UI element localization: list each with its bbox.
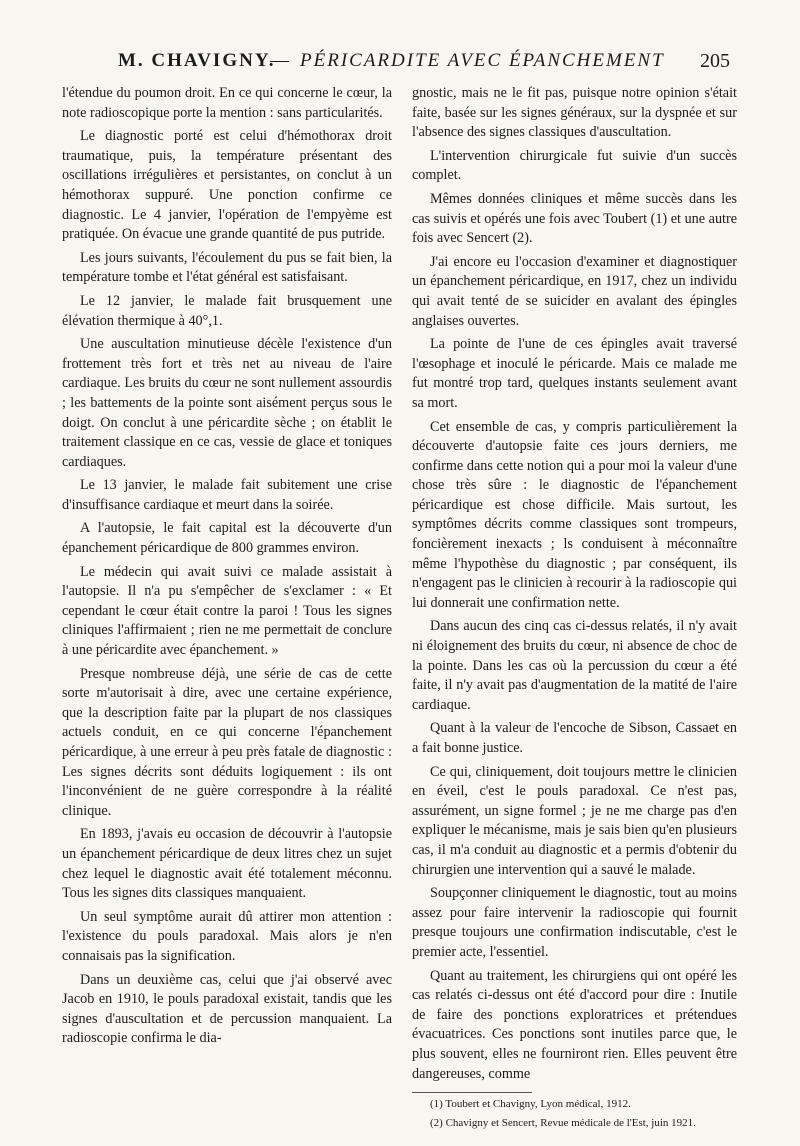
paragraph: Soupçonner cliniquement le diagnostic, tout au moins assez pour faire intervenir la radioscopie qui fournit presque toujours une confirmation indiscutable, c'est le premier acte, l'essentiel. xyxy=(412,885,737,960)
paragraph: Dans aucun des cinq cas ci-dessus relatés, il n'y avait ni éloignement des bruits du cœur, ni absence de choc de la pointe. Dans les cas où la percussion du cœur a été faite, il n'y avait pas d'augmentation de la matité de l'aire cardiaque. xyxy=(412,618,737,713)
paragraph: Mêmes données cliniques et même succès dans les cas suivis et opérés une fois avec Toubert (1) et une autre fois avec Sencert (2). xyxy=(412,190,737,247)
footnote: (2) Chavigny et Sencert, Revue médicale de l'Est, juin 1921. xyxy=(430,1117,696,1130)
paragraph: Presque nombreuse déjà, une série de cas de cette sorte m'autorisait à dire, avec une certaine expérience, que la description faite par la plupart de nos classiques actuels conduit, en ce qui concerne l'épanchement péricardique, à une erreur à peu près fatale de diagnostic : Les signes décrits sont déduits logiquement : ils ont l'inconvénient de ne guère correspondre à la réalité clinique. xyxy=(62,665,392,819)
paragraph: A l'autopsie, le fait capital est la découverte d'un épanchement péricardique de 800 grammes environ. xyxy=(62,520,392,557)
paragraph: Le 13 janvier, le malade fait subitement une crise d'insuffisance cardiaque et meurt dans la soirée. xyxy=(62,477,392,513)
paragraph: Ce qui, cliniquement, doit toujours mettre le clinicien en éveil, c'est le pouls paradoxal. Ce n'est pas, assurément, un signe formel ; je ne me charge pas d'en expliquer le mécanisme, mais je sais bien qu'en plusieurs cas, il m'a conduit au diagnostic et a permis d'obtenir du chirurgien une intervention qui a sauvé le malade. xyxy=(412,763,737,878)
paragraph: l'étendue du poumon droit. En ce qui concerne le cœur, la note radioscopique porte la mention : sans particularités. xyxy=(62,85,392,121)
paragraph: Le 12 janvier, le malade fait brusquement une élévation thermique à 40°,1. xyxy=(62,292,392,329)
paragraph: gnostic, mais ne le fit pas, puisque notre opinion s'était faite, basée sur les signes généraux, sur la dyspnée et sur l'absence des signes classiques d'auscultation. xyxy=(412,85,737,141)
paragraph: Quant à la valeur de l'encoche de Sibson, Cassaet en a fait bonne justice. xyxy=(412,720,737,756)
page-number: 205 xyxy=(700,50,730,72)
paragraph: Dans un deuxième cas, celui que j'ai observé avec Jacob en 1910, le pouls paradoxal existait, tandis que les signes d'auscultation et de percussion manquaient. La radioscopie confirma le dia- xyxy=(62,971,392,1047)
paragraph: Le diagnostic porté est celui d'hémothorax droit traumatique, puis, la température présentant des oscillations irrégulières et persistantes, on conclut à un hémothorax suppuré. Une ponction confirme ce diagnostic. Le 4 janvier, l'opération de l'empyème est pratiquée. On évacue une grande quantité de pus putride. xyxy=(62,128,392,243)
paragraph: Les jours suivants, l'écoulement du pus se fait bien, la température tombe et l'état général est satisfaisant. xyxy=(62,249,392,286)
header-dash: — xyxy=(270,50,289,71)
footnote-rule xyxy=(412,1092,532,1093)
footnote: (1) Toubert et Chavigny, Lyon médical, 1912. xyxy=(430,1098,631,1111)
paragraph: En 1893, j'avais eu occasion de découvrir à l'autopsie un épanchement péricardique de deux litres chez un sujet chez lequel le diagnostic avait été totalement méconnu. Tous les signes dits classiques manquaient. xyxy=(62,826,392,902)
paragraph: J'ai encore eu l'occasion d'examiner et diagnostiquer un épanchement péricardique, en 1917, chez un individu qui avait tenté de se suicider en avalant des épingles anglaises ouvertes. xyxy=(412,253,737,329)
header-author: M. CHAVIGNY. xyxy=(118,50,276,71)
paragraph: Une auscultation minutieuse décèle l'existence d'un frottement très fort et très net au niveau de l'aire cardiaque. Les bruits du cœur ne sont nullement assourdis ; les battements de la pointe sont aisément perçus sous le doigt. On conclut à une péricardite sèche ; on établit le traitement classique en ce cas, vessie de glace et toniques cardiaques. xyxy=(62,336,392,470)
paragraph: Quant au traitement, les chirurgiens qui ont opéré les cas relatés ci-dessus ont été d'accord pour dire : Inutile de faire des ponctions exploratrices et prétendues évacuatrices. Ces ponctions sont inutiles parce que, le plus souvent, elles ne fourniront rien. Elles peuvent être dangereuses, comme xyxy=(412,967,737,1082)
paragraph: Le médecin qui avait suivi ce malade assistait à l'autopsie. Il n'a pu s'empêcher de s'exclamer : « Et cependant le cœur était contre la paroi ! Tous les signes cliniques l'affirmaient ; rien ne me permettait de conclure à une péricardite avec épanchement. » xyxy=(62,563,392,659)
paragraph: La pointe de l'une de ces épingles avait traversé l'œsophage et inoculé le péricarde. Mais ce malade me fut montré trop tard, quelques instants seulement avant sa mort. xyxy=(412,336,737,411)
left-column xyxy=(62,84,392,1053)
right-column xyxy=(412,84,737,1135)
paragraph: Un seul symptôme aurait dû attirer mon attention : l'existence du pouls paradoxal. Mais alors je n'en connaisais pas la signification. xyxy=(62,908,392,964)
header-title: PÉRICARDITE AVEC ÉPANCHEMENT xyxy=(300,50,665,71)
paragraph: Cet ensemble de cas, y compris particulièrement la découverte d'autopsie faite ces jours derniers, me confirme dans cette notion qui a pour moi la valeur d'une chose très sûre : le diagnostic de l'épanchement péricardique est chose difficile. Mais surtout, les symptômes décrits comme classiques sont trompeurs, foncièrement inexacts ; ls conduisent à méconnaître même l'hypothèse du diagnostic ; par conséquent, ils n'engagent pas le clinicien à recourir à la radioscopie qui lui donnerait une confirmation nette. xyxy=(412,418,737,611)
running-header xyxy=(0,50,800,80)
paragraph: L'intervention chirurgicale fut suivie d'un succès complet. xyxy=(412,147,737,184)
